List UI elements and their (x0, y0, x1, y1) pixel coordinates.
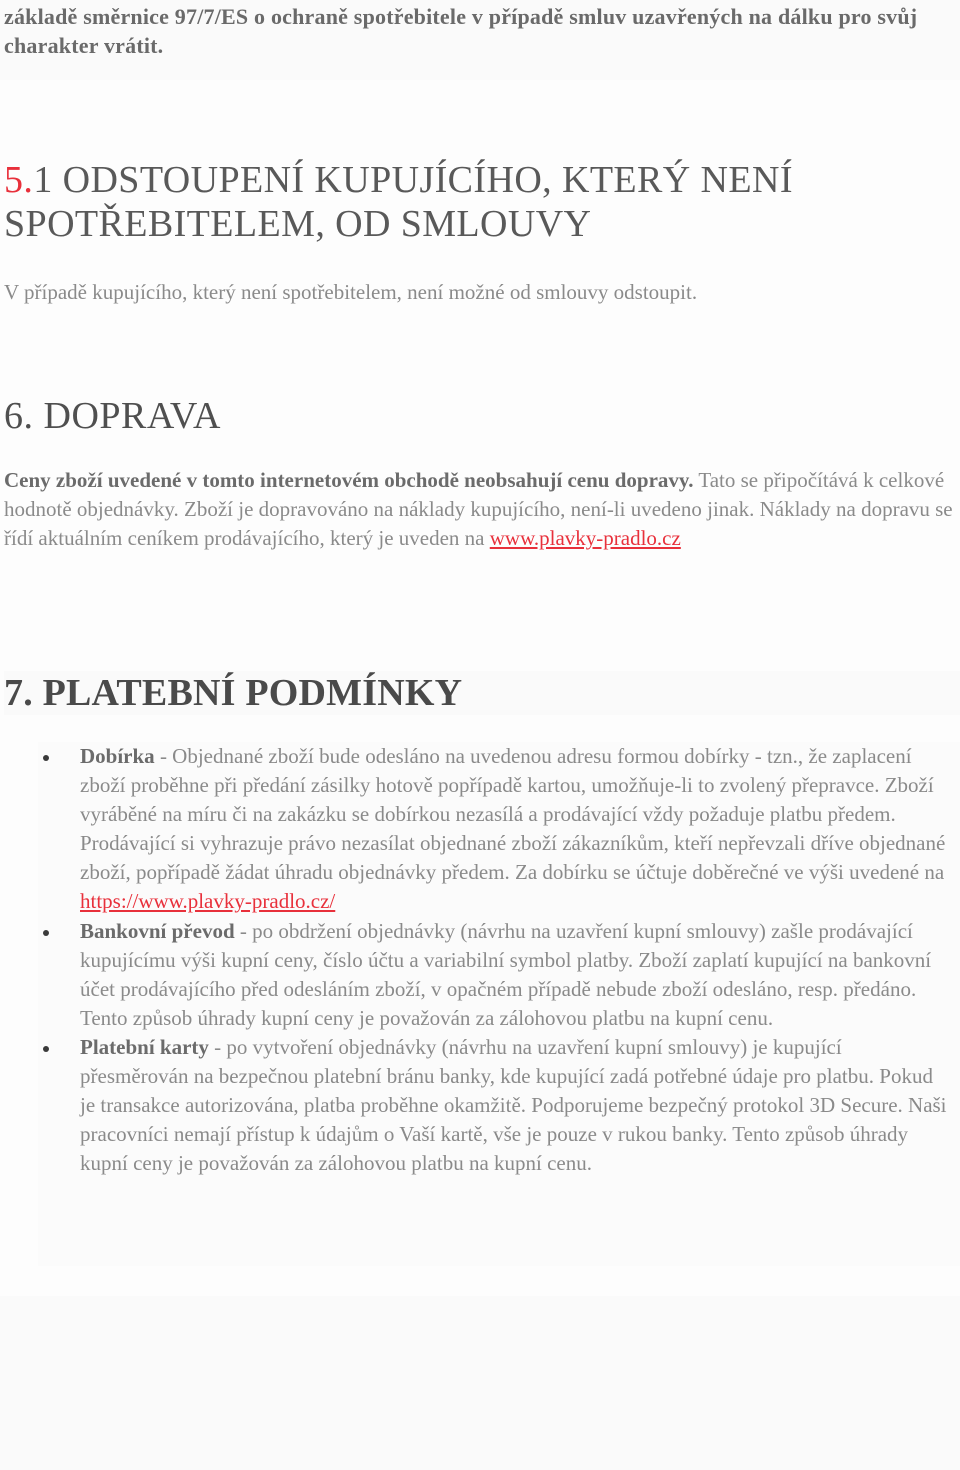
list-item-bankovni-prevod (38, 917, 960, 1033)
section-5-1-number: 5. (4, 159, 34, 201)
section-6-heading: 6. DOPRAVA (4, 395, 221, 437)
intro-paragraph: základě směrnice 97/7/ES o ochraně spotřebitele v případě smluv uzavřených na dálku pro svůj charakter vrátit. (0, 0, 960, 80)
payment-methods-list (38, 742, 960, 1266)
section-5-1-text: V případě kupujícího, který není spotřebitelem, není možné od smlouvy odstoupit. (4, 280, 698, 304)
section-6-text: Tato se připočítává k celkové hodnotě objednávky. Zboží je dopravováno na náklady kupujícího, není-li uvedeno jinak. Náklady na dopravu se řídí aktuálním ceníkem prodávajícího, který je uveden na (4, 468, 953, 551)
section-7-heading: 7. PLATEBNÍ PODMÍNKY (4, 671, 960, 715)
list-item-dobirka (38, 742, 960, 917)
list-item-term: Platební karty (80, 1034, 209, 1059)
list-item-text: - po vytvoření objednávky (návrhu na uzavření kupní smlouvy) je kupující přesměrován na bezpečnou platební bránu banky, kde kupující zadá potřebné údaje pro platbu. Pokud je transakce autorizována, platba proběhne okamžitě. Podporujeme bezpečný protokol 3D Secure. Naši pracovníci nemají přístup k údajům o Vaší kartě, vše je pouze v rukou banky. Tento způsob úhrady kupní ceny je považován za zálohovou platbu na kupní cenu. (80, 1034, 947, 1176)
bullet-icon (43, 755, 49, 761)
shop-url-link[interactable]: https://www.plavky-pradlo.cz/ (80, 889, 336, 914)
list-item-platebni-karty (38, 1033, 960, 1178)
shop-link[interactable]: www.plavky-pradlo.cz (489, 526, 681, 551)
section-5-1-title: 1 ODSTOUPENÍ KUPUJÍCÍHO, KTERÝ NENÍ SPOTŘEBITELEM, OD SMLOUVY (4, 159, 793, 245)
list-item-term: Bankovní převod (80, 918, 235, 943)
bullet-icon (43, 930, 49, 936)
section-6-paragraph (4, 466, 954, 554)
section-5-1-heading (4, 158, 954, 246)
list-item-text: - po obdržení objednávky (návrhu na uzavření kupní smlouvy) zašle prodávající kupujícímu výši kupní ceny, číslo účtu a variabilní symbol platby. Zboží zaplatí kupující na bankovní účet prodávajícího před odesláním zboží, v opačném případě nebude zboží odesláno, resp. předáno. Tento způsob úhrady kupní ceny je považován za zálohovou platbu na kupní cenu. (80, 918, 932, 1030)
bullet-icon (43, 1046, 49, 1052)
blank-footer-area (0, 1296, 960, 1470)
list-item-text: - Objednané zboží bude odesláno na uvedenou adresu formou dobírky - tzn., že zaplacení zboží proběhne při předání zásilky hotově popřípadě kartou, umožňuje-li to zvolený přepravce. Zboží vyráběné na míru či na zakázku se dobírkou nezasílá a prodávající vždy požaduje platbu předem. Prodávající si vyhrazuje právo nezasílat objednané zboží zákazníkům, kteří nepřevzali dříve objednané zboží, popřípadě žádat úhradu objednávky předem. Za dobírku se účtuje doběrečné ve výši uvedené na (80, 744, 946, 885)
section-6-bold-text: Ceny zboží uvedené v tomto internetovém obchodě neobsahují cenu dopravy. (4, 468, 694, 492)
list-item-term: Dobírka (80, 744, 155, 768)
